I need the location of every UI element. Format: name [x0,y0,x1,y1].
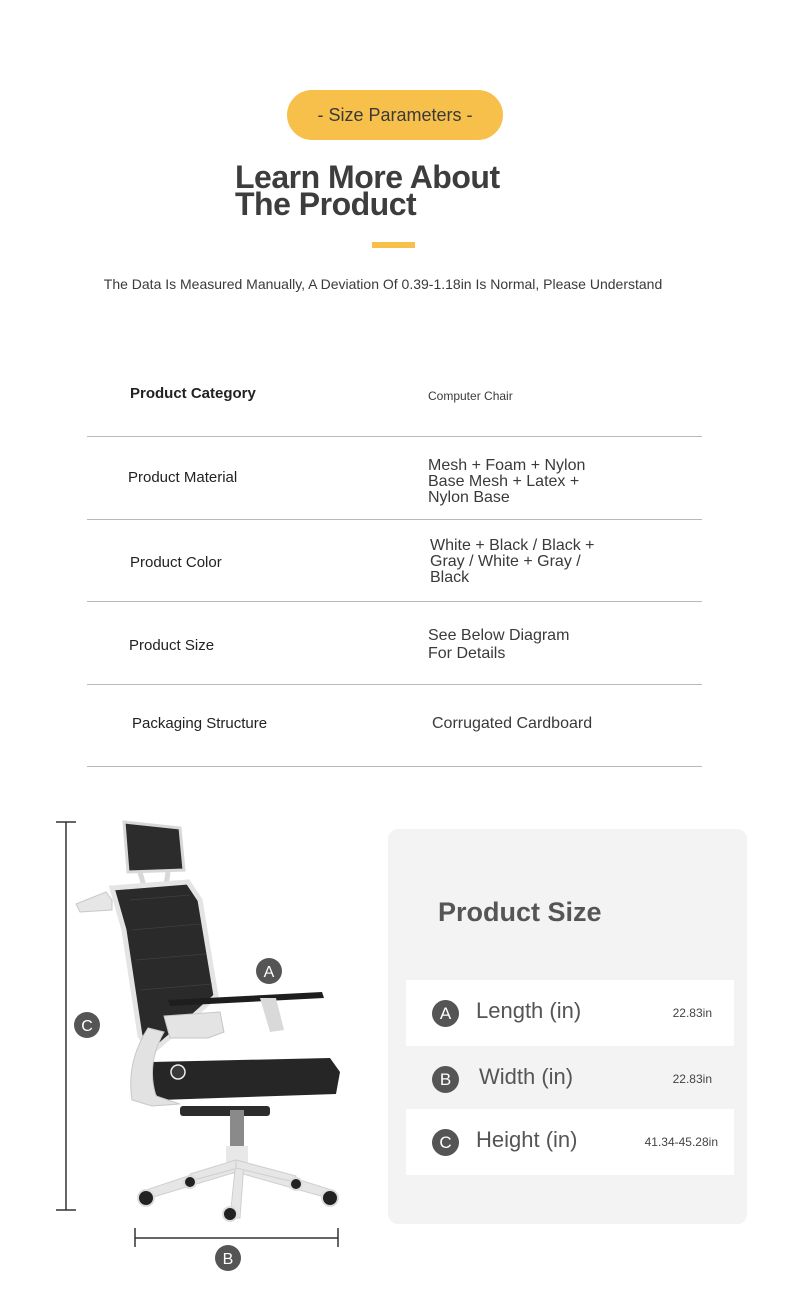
spec-row-color [87,520,702,602]
title-underline [372,242,415,248]
height-dimension-line [56,822,76,1210]
page-title [235,159,565,222]
size-label: Height (in) [476,1127,578,1152]
badge-c: C [432,1129,459,1156]
spec-key: Product Material [128,469,238,486]
size-parameters-pill: - Size Parameters - [287,90,503,140]
spec-value: White + Black / Black + Gray / White + Gray / Black [430,537,595,586]
marker-c-label: C [81,1018,93,1035]
spec-row-size [87,602,702,685]
spec-key: Product Category [130,385,256,402]
width-dimension-line [135,1228,338,1247]
spec-row-packaging [87,685,702,767]
page-title-line-1: Learn More About [235,159,500,195]
measurement-note: The Data Is Measured Manually, A Deviation Of 0.39-1.18in Is Normal, Please Understand [103,276,663,292]
size-row-height [406,1109,734,1175]
spec-value: Corrugated Cardboard [432,715,593,732]
spec-key: Product Size [129,637,215,654]
chair-diagram [40,800,360,1280]
spec-key: Packaging Structure [132,715,268,732]
badge-b: B [432,1066,459,1093]
spec-row-material [87,437,702,520]
marker-b-label: B [222,1251,234,1268]
size-value: 22.83in [672,1072,712,1086]
spec-value: See Below Diagram For Details [428,627,570,662]
badge-a: A [432,1000,459,1027]
marker-a-label: A [263,964,275,981]
product-size-title: Product Size [438,897,602,927]
size-row-length [406,980,734,1046]
marker-a [256,958,282,984]
spec-value: Mesh + Foam + Nylon Base Mesh + Latex + Nylon Base [428,457,586,506]
office-chair-illustration [76,822,340,1221]
spec-row-category [87,360,702,437]
product-size-card [388,829,747,1224]
size-row-width [406,1046,734,1112]
marker-c [74,1012,100,1038]
spec-value: Computer Chair [428,389,513,403]
size-value: 22.83in [672,1006,712,1020]
spec-key: Product Color [130,554,222,571]
size-label: Width (in) [479,1064,574,1089]
size-value: 41.34-45.28in [644,1135,718,1149]
marker-b [215,1245,241,1271]
size-label: Length (in) [476,998,582,1023]
page-title-line-2: The Product [235,186,417,222]
